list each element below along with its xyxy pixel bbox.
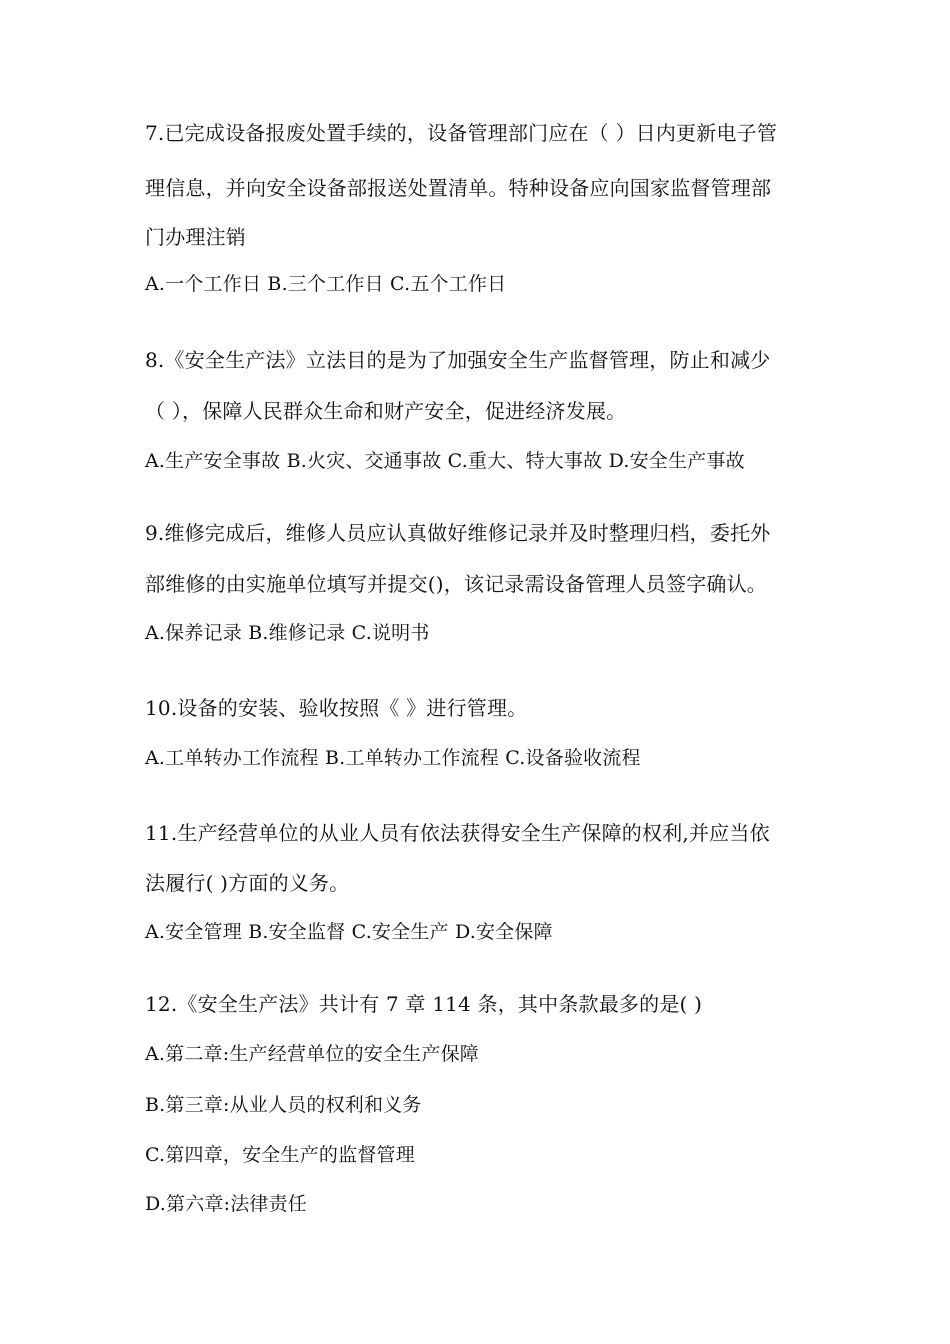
q7-stem-line-1: 7.已完成设备报废处置手续的，设备管理部门应在（ ）日内更新电子管 (145, 121, 778, 145)
q12-option-c: C.第四章，安全生产的监督管理 (145, 1144, 415, 1166)
q10-stem-line-1: 10.设备的安装、验收按照《 》进行管理。 (145, 696, 528, 720)
q9-stem-line-2: 部维修的由实施单位填写并提交()，该记录需设备管理人员签字确认。 (145, 572, 768, 596)
q8-stem-line-1: 8.《安全生产法》立法目的是为了加强安全生产监督管理，防止和减少 (145, 348, 771, 372)
q12-stem-line-1: 12.《安全生产法》共计有 7 章 114 条，其中条款最多的是( ) (145, 992, 703, 1016)
q7-stem-line-3: 门办理注销 (145, 225, 246, 249)
q8-options: A.生产安全事故 B.火灾、交通事故 C.重大、特大事故 D.安全生产事故 (145, 450, 745, 472)
q9-stem-line-1: 9.维修完成后，维修人员应认真做好维修记录并及时整理归档，委托外 (145, 521, 771, 545)
q9-options: A.保养记录 B.维修记录 C.说明书 (145, 622, 430, 644)
q7-options: A.一个工作日 B.三个工作日 C.五个工作日 (145, 273, 507, 295)
q10-options: A.工单转办工作流程 B.工单转办工作流程 C.设备验收流程 (145, 747, 641, 769)
q11-options: A.安全管理 B.安全监督 C.安全生产 D.安全保障 (145, 921, 553, 943)
q11-stem-line-2: 法履行( )方面的义务。 (145, 871, 350, 895)
q12-option-b: B.第三章:从业人员的权利和义务 (145, 1094, 422, 1116)
q12-option-a: A.第二章:生产经营单位的安全生产保障 (145, 1043, 479, 1065)
q7-stem-line-2: 理信息，并向安全设备部报送处置清单。特种设备应向国家监督管理部 (145, 176, 772, 200)
q12-option-d: D.第六章:法律责任 (145, 1193, 307, 1215)
q8-stem-line-2: （ ），保障人民群众生命和财产安全，促进经济发展。 (145, 399, 627, 423)
q11-stem-line-1: 11.生产经营单位的从业人员有依法获得安全生产保障的权利,并应当依 (145, 821, 770, 845)
